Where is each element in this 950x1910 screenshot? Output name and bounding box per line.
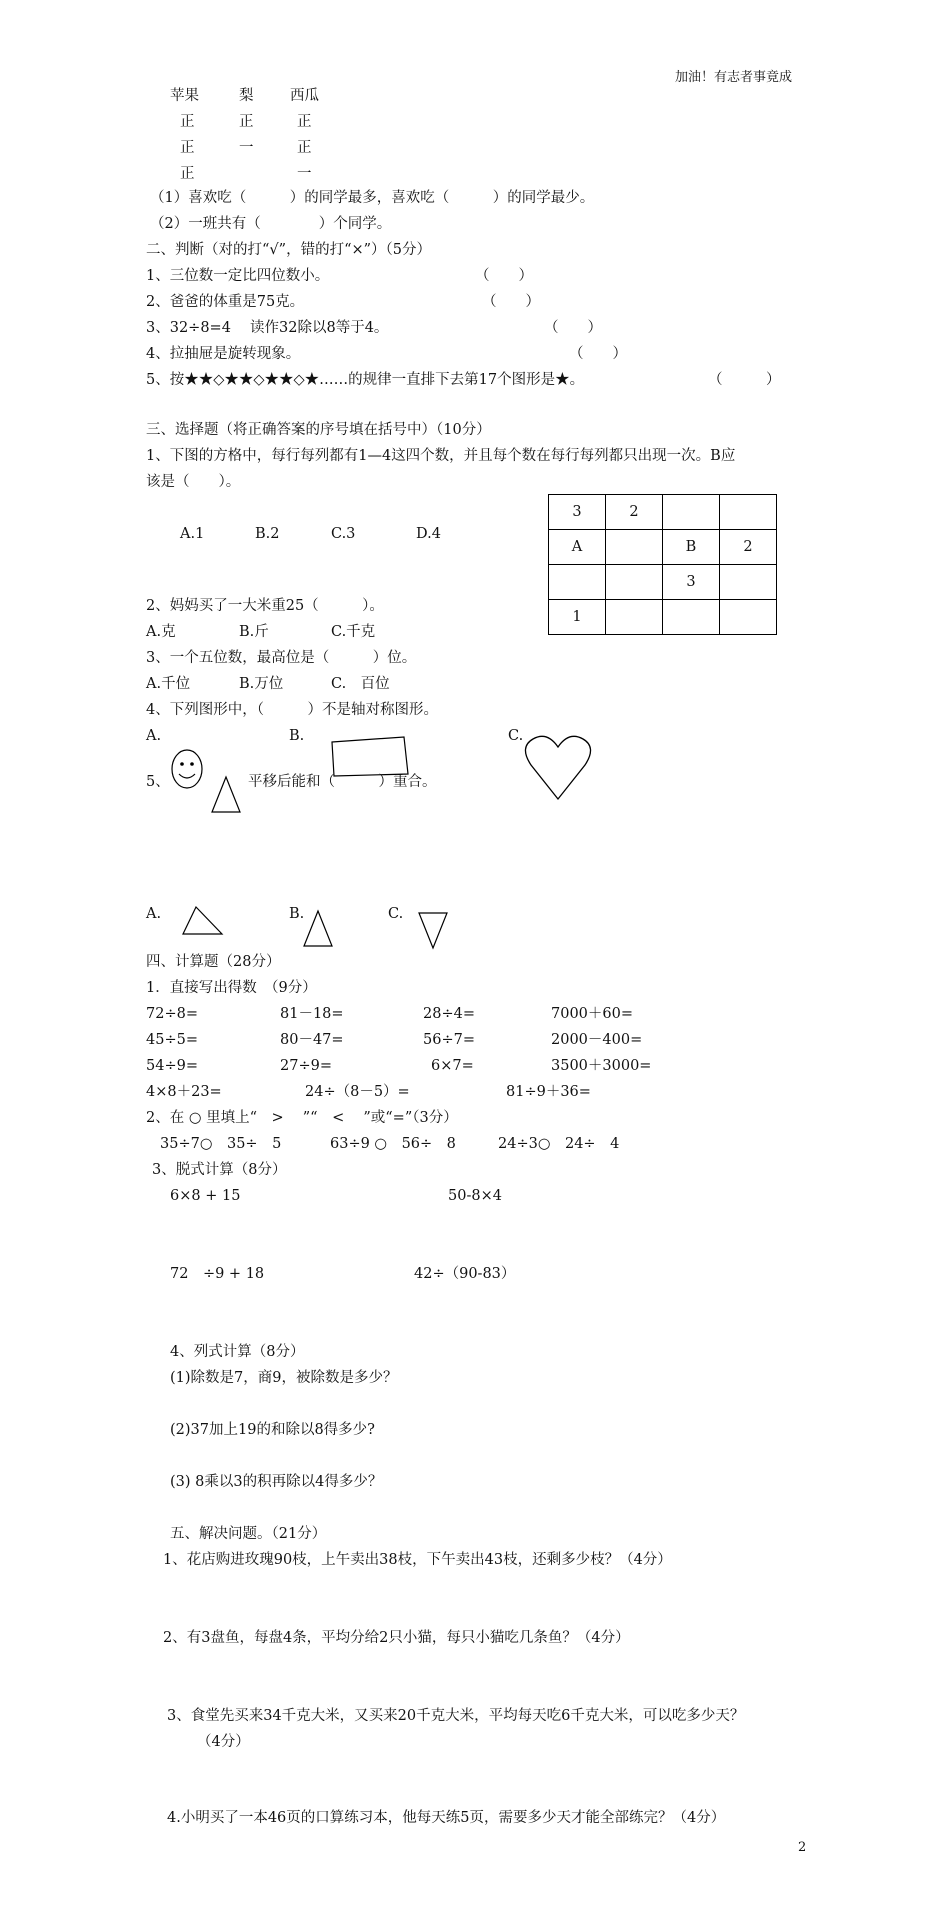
option-b: B.2 — [255, 526, 280, 542]
choice-q4: 4、下列图形中，（ ）不是轴对称图形。 — [146, 702, 438, 718]
option-a: A. — [146, 728, 162, 744]
option-c: C. — [388, 906, 404, 922]
option-a: A. — [146, 906, 162, 922]
calc-item: 56÷7= — [423, 1032, 475, 1048]
option-b: B. — [289, 728, 305, 744]
calc-item: 28÷4= — [423, 1006, 475, 1022]
grid-cell: 3 — [663, 565, 720, 600]
problem-item: 2、有3盘鱼，每盘4条，平均分给2只小猫，每只小猫吃几条鱼？（4分） — [163, 1630, 630, 1646]
grid-cell: A — [549, 530, 606, 565]
tally-cell: 一 — [297, 166, 312, 182]
list-calc-item: (1)除数是7，商9，被除数是多少？ — [170, 1370, 398, 1386]
tally-cell: 正 — [297, 114, 312, 130]
problem-item: 3、食堂先买来34千克大米，又买来20千克大米，平均每天吃6千克大米，可以吃多少天？ — [167, 1708, 745, 1724]
answer-bracket: （ ） — [482, 294, 540, 310]
tally-cell: 正 — [180, 114, 195, 130]
calc-item: 45÷5= — [146, 1032, 198, 1048]
grid-cell — [663, 600, 720, 635]
calc-item: 4×8＋23= — [146, 1084, 222, 1100]
tally-cell: 一 — [239, 140, 254, 156]
answer-bracket: （ ） — [569, 346, 627, 362]
option-d: D.4 — [416, 526, 441, 542]
list-calc-item: (2)37加上19的和除以8得多少? — [170, 1422, 375, 1438]
calc-sub3: 3、脱式计算（8分） — [152, 1162, 287, 1178]
compare-item: 63÷9 ○ 56÷ 8 — [330, 1136, 456, 1152]
judge-item: 1、三位数一定比四位数小。 — [146, 268, 330, 284]
option-c: C.3 — [331, 526, 356, 542]
section-title-judge: 二、判断（对的打“√”，错的打“×”）（5分） — [146, 242, 432, 258]
grid-cell: 1 — [549, 600, 606, 635]
tally-cell: 正 — [297, 140, 312, 156]
triangle-upright-icon — [300, 908, 336, 950]
calc-item: 54÷9= — [146, 1058, 198, 1074]
calc-sub4: 4、列式计算（8分） — [170, 1344, 305, 1360]
step-expr: 72 ÷9 + 18 — [170, 1266, 265, 1282]
triangle-icon — [210, 774, 242, 814]
compare-item: 24÷3○ 24÷ 4 — [498, 1136, 620, 1152]
grid-cell: 2 — [720, 530, 777, 565]
choice-q3: 3、一个五位数，最高位是（ ）位。 — [146, 650, 417, 666]
question-line: （2）一班共有（ ）个同学。 — [150, 216, 392, 232]
calc-item: 72÷8= — [146, 1006, 198, 1022]
problem-item: 4.小明买了一本46页的口算练习本，他每天练5页，需要多少天才能全部练完？（4分） — [167, 1810, 726, 1826]
grid-cell — [606, 600, 663, 635]
calc-item: 81－18= — [280, 1006, 344, 1022]
judge-item: 4、拉抽屉是旋转现象。 — [146, 346, 301, 362]
section-title-calc: 四、计算题（28分） — [146, 954, 281, 970]
step-expr: 50-8×4 — [448, 1188, 502, 1204]
grid-cell — [720, 495, 777, 530]
tally-cell: 正 — [239, 114, 254, 130]
judge-item: 2、爸爸的体重是75克。 — [146, 294, 305, 310]
number-grid — [548, 494, 777, 635]
calc-sub1: 1．直接写出得数 （9分） — [146, 980, 317, 996]
grid-cell: 2 — [606, 495, 663, 530]
calc-item: 2000－400= — [551, 1032, 643, 1048]
option-b: B. — [289, 906, 305, 922]
tally-cell: 正 — [180, 140, 195, 156]
answer-bracket: （ ） — [475, 268, 533, 284]
grid-cell: 3 — [549, 495, 606, 530]
calc-item: 24÷（8－5）= — [305, 1084, 410, 1100]
grid-cell — [720, 600, 777, 635]
option-c: C. 百位 — [331, 676, 390, 692]
option-b: B.万位 — [239, 676, 284, 692]
step-expr: 6×8 + 15 — [170, 1188, 241, 1204]
tally-cell: 正 — [180, 166, 195, 182]
answer-bracket: （ ） — [708, 372, 781, 388]
calc-item: 27÷9= — [280, 1058, 332, 1074]
calc-item: 6×7= — [431, 1058, 474, 1074]
grid-cell — [606, 565, 663, 600]
grid-cell — [606, 530, 663, 565]
page-number: 2 — [798, 1840, 807, 1855]
triangle-rotated-icon — [180, 904, 226, 938]
grid-cell — [549, 565, 606, 600]
option-a: A.千位 — [146, 676, 191, 692]
calc-item: 81÷9＋36= — [506, 1084, 591, 1100]
option-a: A.克 — [146, 624, 176, 640]
calc-item: 7000＋60= — [551, 1006, 634, 1022]
choice-q5: 平移后能和（ ）重合。 — [248, 774, 437, 790]
grid-cell — [663, 495, 720, 530]
step-expr: 42÷（90-83） — [414, 1266, 516, 1282]
calc-sub2: 2、在 ○ 里填上“ > ”“ < ”或“=”（3分） — [146, 1110, 458, 1126]
option-b: B.斤 — [239, 624, 269, 640]
compare-item: 35÷7○ 35÷ 5 — [160, 1136, 282, 1152]
triangle-inverted-icon — [416, 910, 450, 952]
tally-header-apple: 苹果 — [170, 88, 199, 104]
option-c: C.千克 — [331, 624, 376, 640]
page-header: 加油！有志者事竟成 — [675, 70, 793, 85]
calc-item: 3500＋3000= — [551, 1058, 652, 1074]
question-line: （1）喜欢吃（ ）的同学最多，喜欢吃（ ）的同学最少。 — [150, 190, 595, 206]
section-title-problems: 五、解决问题。（21分） — [170, 1526, 327, 1542]
choice-q5-prefix: 5、 — [146, 774, 170, 790]
option-c: C. — [508, 728, 524, 744]
list-calc-item: (3) 8乘以3的积再除以4得多少？ — [170, 1474, 383, 1490]
grid-cell — [720, 565, 777, 600]
choice-q2: 2、妈妈买了一大米重25（ ）。 — [146, 598, 384, 614]
heart-icon — [525, 733, 591, 801]
option-a: A.1 — [180, 526, 205, 542]
choice-q1-cont: 该是（ ）。 — [146, 474, 241, 490]
tally-header-watermelon: 西瓜 — [290, 88, 319, 104]
answer-bracket: （ ） — [544, 320, 602, 336]
smiley-face-icon — [168, 745, 208, 793]
problem-item: 1、花店购进玫瑰90枝，上午卖出38枝，下午卖出43枝，还剩多少枝？（4分） — [163, 1552, 672, 1568]
choice-q1: 1、下图的方格中，每行每列都有1—4这四个数，并且每个数在每行每列都只出现一次。B应 — [146, 448, 736, 464]
calc-item: 80－47= — [280, 1032, 344, 1048]
problem-item-cont: （4分） — [197, 1734, 250, 1750]
section-title-choice: 三、选择题（将正确答案的序号填在括号中）（10分） — [146, 422, 491, 438]
judge-item: 5、按★★◇★★◇★★◇★……的规律一直排下去第17个图形是★。 — [146, 372, 585, 388]
judge-item: 3、32÷8=4 读作32除以8等于4。 — [146, 320, 389, 336]
tally-header-pear: 梨 — [239, 88, 254, 104]
grid-cell: B — [663, 530, 720, 565]
